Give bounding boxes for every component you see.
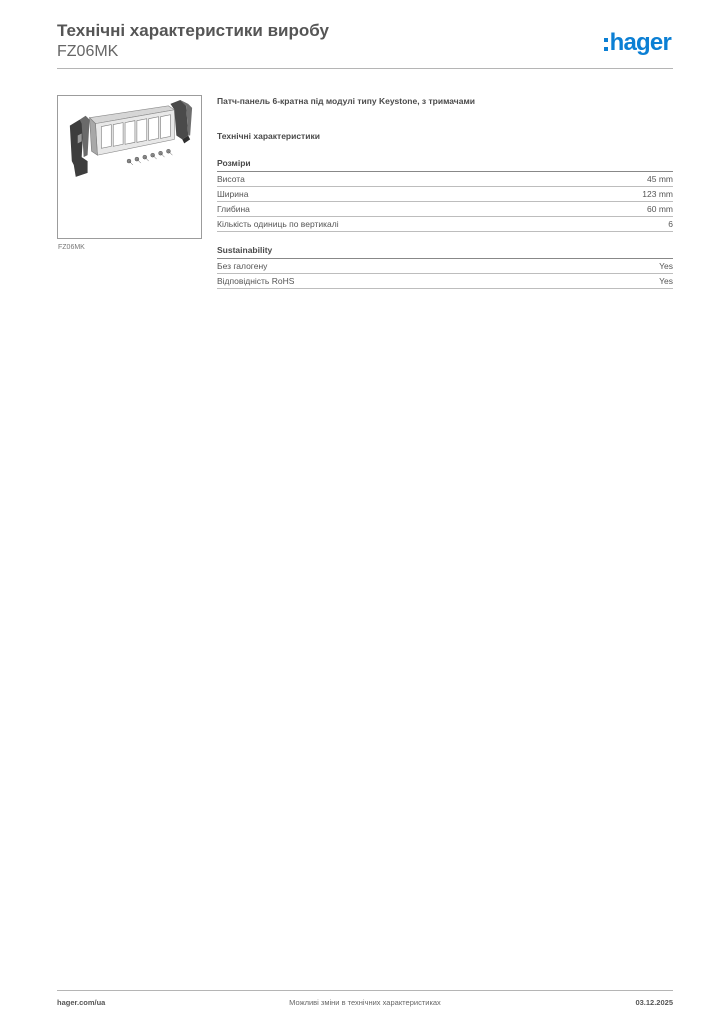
spec-value: 60 mm xyxy=(647,204,673,214)
section-title: Розміри xyxy=(217,157,673,172)
product-image-caption: FZ06MK xyxy=(58,244,85,251)
spec-label: Висота xyxy=(217,174,245,184)
footer-date: 03.12.2025 xyxy=(635,998,673,1007)
spec-label: Без галогену xyxy=(217,261,268,271)
spec-row xyxy=(217,202,673,217)
left-bracket-icon xyxy=(70,116,90,177)
page-header xyxy=(57,20,673,70)
specs-section-sustainability xyxy=(217,244,673,289)
logo-mark-icon xyxy=(604,38,608,51)
spec-value: 6 xyxy=(668,219,673,229)
spec-value: Yes xyxy=(659,276,673,286)
page-title: Технічні характеристики виробу xyxy=(57,21,329,40)
product-code: FZ06MK xyxy=(57,43,119,60)
tech-specs-title: Технічні характеристики xyxy=(217,131,320,141)
spec-label: Глибина xyxy=(217,204,250,214)
spec-value: 123 mm xyxy=(642,189,673,199)
spec-label: Відповідність RoHS xyxy=(217,276,295,286)
product-image xyxy=(57,95,202,239)
page-footer xyxy=(57,998,673,1010)
spec-label: Кількість одиниць по вертикалі xyxy=(217,219,339,229)
product-description: Патч-панель 6-кратна під модулі типу Keystone, з тримачами xyxy=(217,96,475,106)
footer-website-link[interactable]: hager.com/ua xyxy=(57,998,106,1007)
spec-row xyxy=(217,274,673,289)
footer-disclaimer: Можливі зміни в технічних характеристиках xyxy=(289,998,441,1007)
hager-logo xyxy=(604,30,671,56)
header-divider xyxy=(57,68,673,69)
panel-body-icon xyxy=(90,106,175,155)
section-title: Sustainability xyxy=(217,244,673,259)
logo-text: hager xyxy=(609,29,671,56)
patch-panel-illustration xyxy=(58,96,201,238)
spec-value: Yes xyxy=(659,261,673,271)
spec-row xyxy=(217,259,673,274)
spec-label: Ширина xyxy=(217,189,249,199)
screws-icon xyxy=(127,149,172,165)
spec-row xyxy=(217,217,673,232)
product-details xyxy=(217,95,673,289)
spec-value: 45 mm xyxy=(647,174,673,184)
specs-section-dimensions xyxy=(217,157,673,232)
spec-row xyxy=(217,187,673,202)
footer-divider xyxy=(57,990,673,991)
spec-row xyxy=(217,172,673,187)
